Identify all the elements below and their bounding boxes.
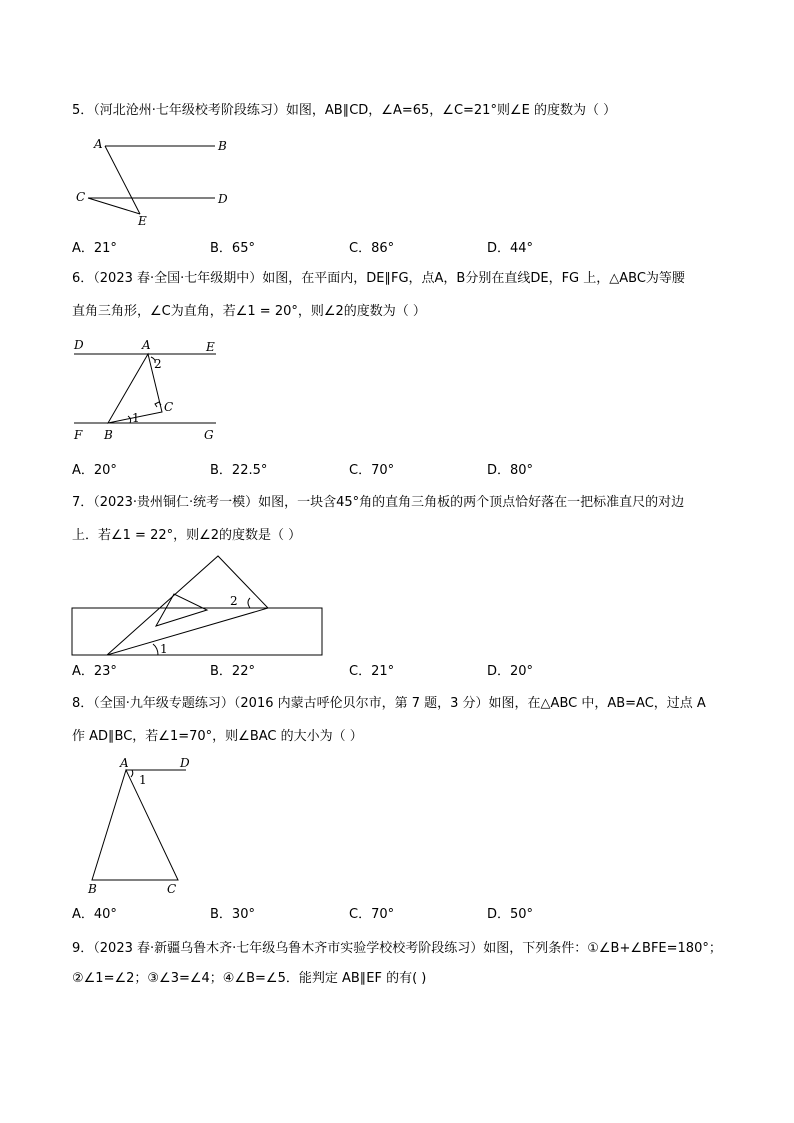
label-b: B	[104, 428, 113, 442]
label-d: D	[180, 756, 190, 770]
question-6-figure	[70, 335, 230, 445]
label-d: D	[218, 192, 228, 206]
q8-option-b[interactable]: B．30°	[210, 907, 255, 922]
set-square	[107, 556, 268, 655]
label-b: B	[218, 139, 227, 153]
q7-option-a[interactable]: A．23°	[72, 664, 117, 679]
q8-option-d[interactable]: D．50°	[487, 907, 534, 922]
question-5-text: 5．（河北沧州·七年级校考阶段练习）如图，AB∥CD，∠A=65，∠C=21°则∠E 的度数为（ ）	[72, 103, 617, 118]
label-b: B	[88, 882, 97, 896]
label-c: C	[76, 190, 86, 204]
q7-option-b[interactable]: B．22°	[210, 664, 255, 679]
label-a: A	[142, 338, 151, 352]
question-9-text-2: ②∠1=∠2；③∠3=∠4；④∠B=∠5．能判定 AB∥EF 的有( )	[72, 971, 427, 986]
ruler	[72, 608, 322, 655]
label-angle-1: 1	[160, 642, 168, 656]
q5-option-b[interactable]: B．65°	[210, 241, 255, 256]
question-8-text-1: 8．（全国·九年级专题练习）（2016 内蒙古呼伦贝尔市，第 7 题，3 分）如图，在△ABC 中，AB=AC，过点 A	[72, 696, 706, 711]
label-angle-1: 1	[132, 411, 140, 425]
q6-option-a[interactable]: A．20°	[72, 463, 117, 478]
q7-option-c[interactable]: C．21°	[349, 664, 395, 679]
angle-1-arc	[128, 416, 131, 423]
label-d: D	[74, 338, 84, 352]
angle-1-arc	[131, 770, 133, 777]
label-angle-2: 2	[154, 357, 162, 371]
segment-ae	[105, 146, 140, 214]
q5-option-a[interactable]: A．21°	[72, 241, 117, 256]
label-g: G	[204, 428, 214, 442]
q8-option-c[interactable]: C．70°	[349, 907, 395, 922]
question-5-figure	[70, 132, 240, 230]
label-angle-2: 2	[230, 594, 238, 608]
q6-option-b[interactable]: B．22.5°	[210, 463, 268, 478]
q5-option-c[interactable]: C．86°	[349, 241, 395, 256]
question-8-figure	[84, 752, 204, 900]
q6-option-c[interactable]: C．70°	[349, 463, 395, 478]
triangle-abc	[92, 770, 178, 880]
q7-option-d[interactable]: D．20°	[487, 664, 534, 679]
set-square-inner-hole	[156, 594, 207, 626]
q5-option-d[interactable]: D．44°	[487, 241, 534, 256]
label-e: E	[138, 214, 147, 228]
label-f: F	[74, 428, 83, 442]
angle-1-arc	[153, 644, 158, 655]
label-c: C	[164, 400, 174, 414]
question-7-text-1: 7．（2023·贵州铜仁·统考一模）如图，一块含45°角的直角三角板的两个顶点恰好落在一把标准直尺的对边	[72, 495, 685, 510]
q6-option-d[interactable]: D．80°	[487, 463, 534, 478]
question-6-text-1: 6．（2023 春·全国·七年级期中）如图，在平面内，DE∥FG，点A，B分别在直线DE，FG 上，△ABC为等腰	[72, 271, 685, 286]
question-9-text-1: 9．（2023 春·新疆乌鲁木齐·七年级乌鲁木齐市实验学校校考阶段练习）如图，下列条件：①∠B+∠BFE=180°；	[72, 941, 722, 956]
angle-2-arc	[248, 598, 250, 608]
q8-option-a[interactable]: A．40°	[72, 907, 117, 922]
label-angle-1: 1	[139, 773, 147, 787]
question-7-figure	[70, 552, 326, 658]
label-a: A	[120, 756, 129, 770]
segment-ce	[88, 198, 140, 214]
label-c: C	[167, 882, 177, 896]
question-8-text-2: 作 AD∥BC，若∠1=70°，则∠BAC 的大小为（ ）	[72, 729, 363, 744]
question-6-text-2: 直角三角形，∠C为直角，若∠1 = 20°，则∠2的度数为（ ）	[72, 304, 426, 319]
question-7-text-2: 上．若∠1 = 22°，则∠2的度数是（ ）	[72, 528, 302, 543]
label-e: E	[206, 340, 215, 354]
label-a: A	[94, 137, 103, 151]
